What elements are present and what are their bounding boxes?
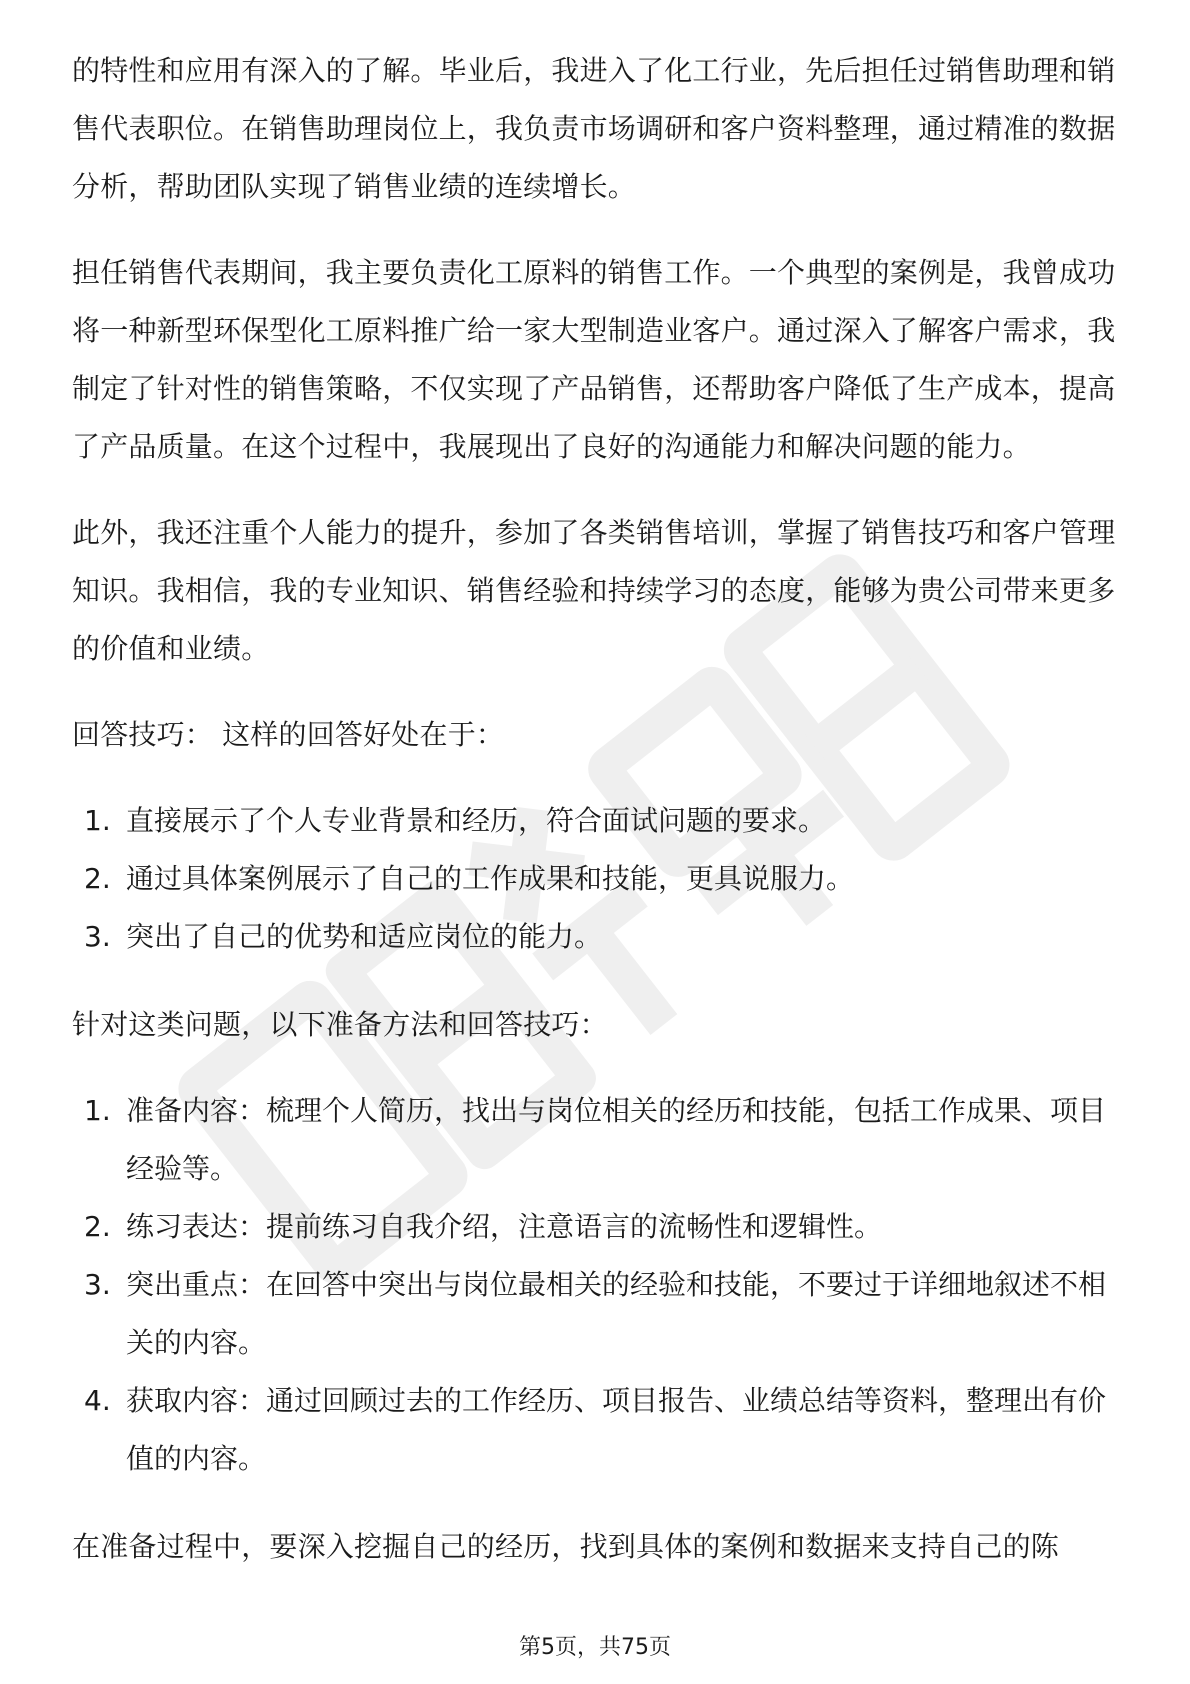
- list-item: [72, 1082, 1122, 1198]
- list-number: 4.: [84, 1384, 111, 1417]
- list-item: [72, 908, 1122, 966]
- list-item: [72, 1372, 1122, 1488]
- paragraph-2: 担任销售代表期间，我主要负责化工原料的销售工作。一个典型的案例是，我曾成功将一种新型环保型化工原料推广给一家大型制造业客户。通过深入了解客户需求，我制定了针对性的销售策略，不仅实现了产品销售，还帮助客户降低了生产成本，提高了产品质量。在这个过程中，我展现出了良好的沟通能力和解决问题的能力。: [72, 256, 1116, 463]
- prep-heading: 针对这类问题，以下准备方法和回答技巧：: [72, 1008, 608, 1041]
- list-number: 2.: [84, 862, 111, 895]
- paragraph-1: 的特性和应用有深入的了解。毕业后，我进入了化工行业，先后担任过销售助理和销售代表职位。在销售助理岗位上，我负责市场调研和客户资料整理，通过精准的数据分析，帮助团队实现了销售业绩的连续增长。: [72, 54, 1116, 203]
- tips-heading: 回答技巧： 这样的回答好处在于：: [72, 718, 505, 751]
- list-number: 3.: [84, 920, 111, 953]
- list-item: [72, 1256, 1122, 1372]
- list-item-text: 练习表达：提前练习自我介绍，注意语言的流畅性和逻辑性。: [126, 1210, 883, 1243]
- list-number: 1.: [84, 1094, 111, 1127]
- list-item-text: 准备内容：梳理个人简历，找出与岗位相关的经历和技能，包括工作成果、项目经验等。: [126, 1094, 1107, 1185]
- list-item-text: 获取内容：通过回顾过去的工作经历、项目报告、业绩总结等资料，整理出有价值的内容。: [126, 1384, 1107, 1475]
- list-item: [72, 850, 1122, 908]
- list-item-text: 通过具体案例展示了自己的工作成果和技能，更具说服力。: [126, 862, 855, 895]
- list-item: [72, 792, 1122, 850]
- tips-list: [72, 792, 1122, 966]
- list-number: 2.: [84, 1210, 111, 1243]
- page-number-footer: 第5页，共75页: [519, 1635, 671, 1660]
- list-item-text: 直接展示了个人专业背景和经历，符合面试问题的要求。: [126, 804, 827, 837]
- list-number: 1.: [84, 804, 111, 837]
- prep-list: [72, 1082, 1122, 1488]
- list-item-text: 突出了自己的优势和适应岗位的能力。: [126, 920, 603, 953]
- paragraph-3: 此外，我还注重个人能力的提升，参加了各类销售培训，掌握了销售技巧和客户管理知识。我相信，我的专业知识、销售经验和持续学习的态度，能够为贵公司带来更多的价值和业绩。: [72, 516, 1116, 665]
- list-item-text: 突出重点：在回答中突出与岗位最相关的经验和技能，不要过于详细地叙述不相关的内容。: [126, 1268, 1107, 1359]
- document-body: [72, 42, 1122, 1604]
- list-item: [72, 1198, 1122, 1256]
- closing-paragraph: 在准备过程中，要深入挖掘自己的经历，找到具体的案例和数据来支持自己的陈: [72, 1530, 1060, 1563]
- list-number: 3.: [84, 1268, 111, 1301]
